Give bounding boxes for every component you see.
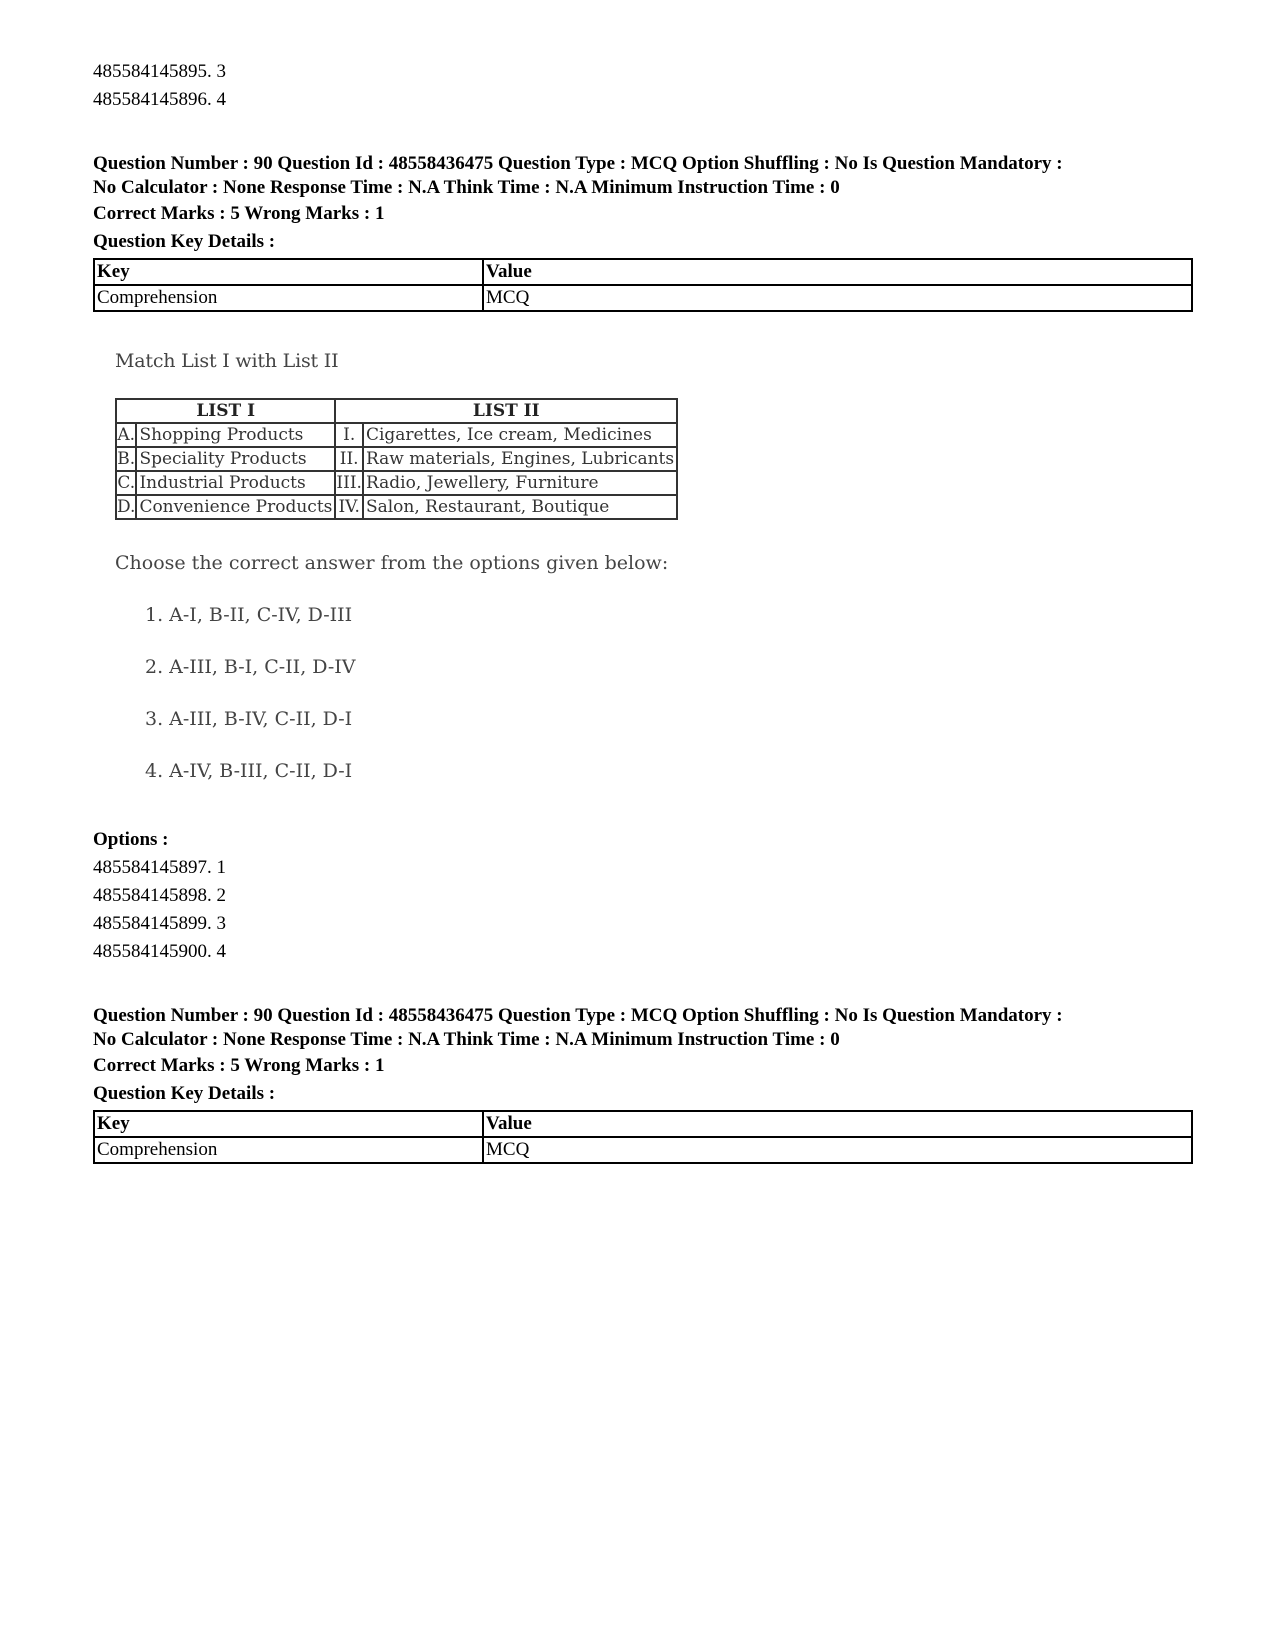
list-2-item: Salon, Restaurant, Boutique (363, 495, 677, 519)
table-header-key: Key (94, 259, 483, 285)
table-cell-value: MCQ (483, 285, 1192, 311)
key-value-table (93, 1110, 1193, 1164)
question-block-2 (93, 1004, 1193, 1164)
choose-instruction: Choose the correct answer from the options given below: (115, 552, 669, 574)
match-lists-table (115, 398, 678, 520)
option-item: 485584145898. 2 (93, 885, 226, 906)
question-block-1 (93, 152, 1193, 312)
table-cell-key: Comprehension (94, 285, 483, 311)
list-2-item: Radio, Jewellery, Furniture (363, 471, 677, 495)
table-row (94, 285, 1192, 311)
table-cell-value: MCQ (483, 1137, 1192, 1163)
question-header-line1: Question Number : 90 Question Id : 48558436475 Question Type : MCQ Option Shuffling : No Is Question Mandatory : (93, 1005, 1063, 1026)
options-list (93, 854, 226, 966)
option-item: 485584145897. 1 (93, 857, 226, 878)
question-header-line1: Question Number : 90 Question Id : 48558436475 Question Type : MCQ Option Shuffling : No Is Question Mandatory : (93, 153, 1063, 174)
table-cell-key: Comprehension (94, 1137, 483, 1163)
lists-row (116, 423, 677, 447)
table-header-row (94, 1111, 1192, 1137)
answer-choice: 2. A-III, B-I, C-II, D-IV (145, 656, 356, 678)
list-2-numeral: IV. (335, 495, 363, 519)
question-header-line2: No Calculator : None Response Time : N.A Think Time : N.A Minimum Instruction Time : 0 (93, 1029, 840, 1050)
question-image (115, 330, 675, 800)
lists-row (116, 447, 677, 471)
answer-choice: 1. A-I, B-II, C-IV, D-III (145, 604, 353, 626)
lists-row (116, 495, 677, 519)
list-2-item: Cigarettes, Ice cream, Medicines (363, 423, 677, 447)
marks-line: Correct Marks : 5 Wrong Marks : 1 (93, 203, 385, 224)
previous-options-list (93, 58, 226, 114)
list-1-item: Shopping Products (136, 423, 335, 447)
list-1-letter: B. (117, 449, 136, 469)
marks-line: Correct Marks : 5 Wrong Marks : 1 (93, 1055, 385, 1076)
list-2-numeral: III. (336, 473, 362, 493)
lists-header-row (116, 399, 677, 423)
table-header-key: Key (94, 1111, 483, 1137)
list-1-letter: D. (117, 497, 136, 517)
table-row (94, 1137, 1192, 1163)
key-value-table (93, 258, 1193, 312)
option-item: 485584145895. 3 (93, 61, 226, 82)
list-1-item: Convenience Products (136, 495, 335, 519)
list-1-letter: A. (117, 425, 136, 445)
list-1-item: Speciality Products (136, 447, 335, 471)
key-details-label: Question Key Details : (93, 1083, 276, 1104)
list-1-item: Industrial Products (136, 471, 335, 495)
question-prompt: Match List I with List II (115, 350, 339, 372)
list-1-header: LIST I (116, 399, 335, 423)
key-details-label: Question Key Details : (93, 231, 276, 252)
answer-choice: 3. A-III, B-IV, C-II, D-I (145, 708, 353, 730)
option-item: 485584145900. 4 (93, 941, 226, 962)
list-1-letter: C. (117, 473, 136, 493)
answer-choice: 4. A-IV, B-III, C-II, D-I (145, 760, 353, 782)
options-label: Options : (93, 829, 169, 850)
option-item: 485584145896. 4 (93, 89, 226, 110)
list-2-header: LIST II (335, 399, 677, 423)
list-2-numeral: II. (335, 447, 363, 471)
lists-row (116, 471, 677, 495)
list-2-numeral: I. (335, 423, 363, 447)
option-item: 485584145899. 3 (93, 913, 226, 934)
question-header-line2: No Calculator : None Response Time : N.A Think Time : N.A Minimum Instruction Time : 0 (93, 177, 840, 198)
list-2-item: Raw materials, Engines, Lubricants (363, 447, 677, 471)
table-header-value: Value (483, 259, 1192, 285)
table-header-value: Value (483, 1111, 1192, 1137)
table-header-row (94, 259, 1192, 285)
